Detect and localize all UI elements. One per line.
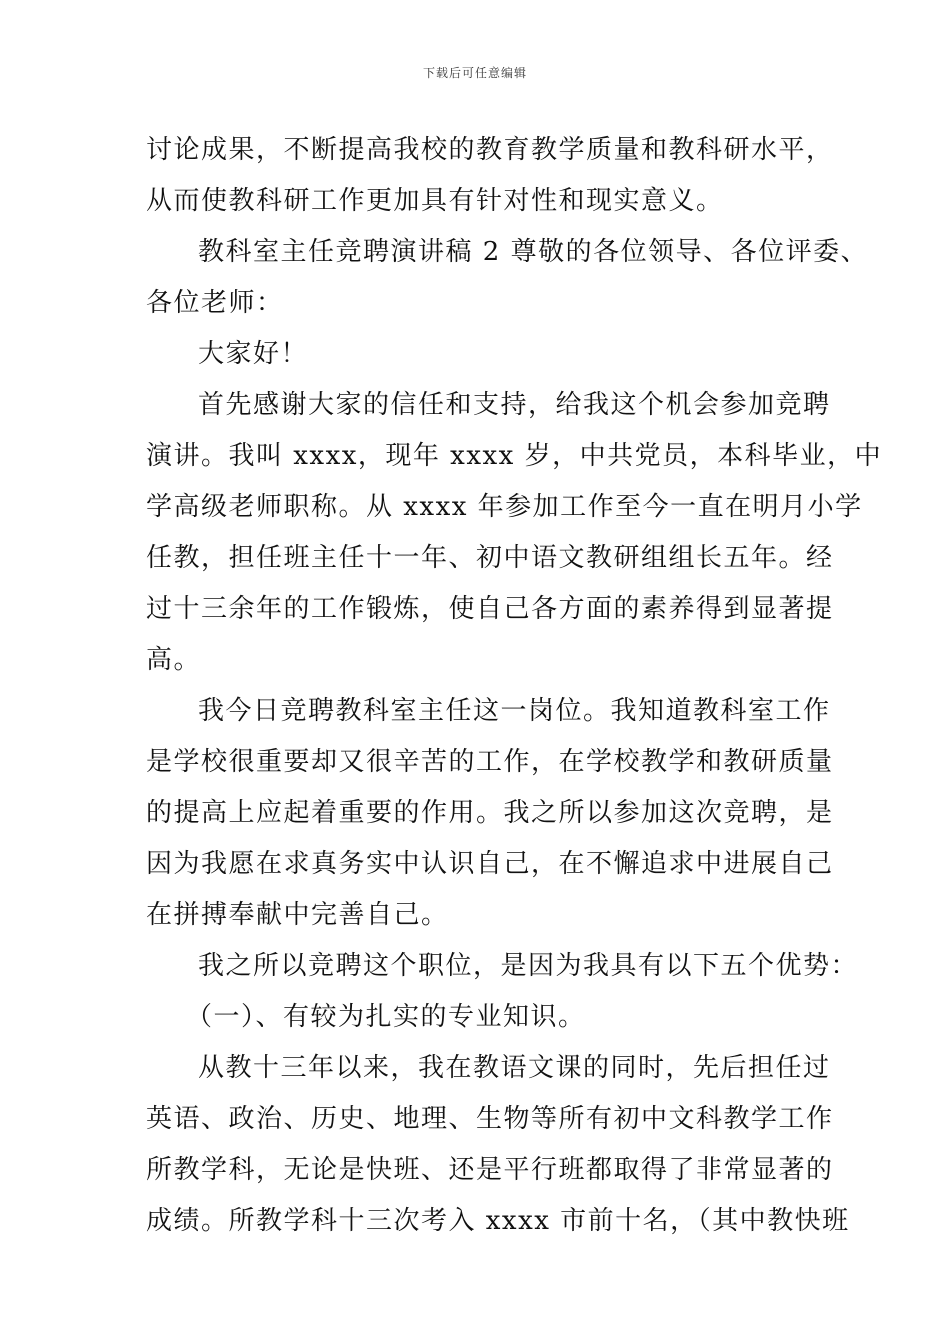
text-line: 所教学科，无论是快班、还是平行班都取得了非常显著的 [146, 1155, 834, 1185]
text-line: 我之所以竞聘这个职位，是因为我具有以下五个优势： [198, 951, 859, 981]
text-line: 各位老师： [146, 288, 284, 318]
text-line: （一）、有较为扎实的专业知识。 [186, 1002, 586, 1032]
text-line: 我今日竞聘教科室主任这一岗位。我知道教科室工作 [198, 696, 831, 726]
text-line: 从而使教科研工作更加具有针对性和现实意义。 [146, 186, 724, 216]
text-line: 从教十三年以来，我在教语文课的同时，先后担任过 [198, 1053, 831, 1083]
text-line: 的提高上应起着重要的作用。我之所以参加这次竞聘，是 [146, 798, 834, 828]
text-line: 讨论成果，不断提高我校的教育教学质量和教科研水平， [146, 135, 834, 165]
text-line: 教科室主任竞聘演讲稿 2 尊敬的各位领导、各位评委、 [198, 237, 869, 267]
page-header: 下载后可任意编辑 [422, 66, 527, 80]
text-line: 高。 [146, 645, 202, 675]
document-body [146, 125, 883, 1247]
text-line: 过十三余年的工作锻炼，使自己各方面的素养得到显著提 [146, 594, 834, 624]
text-line: 在拼搏奉献中完善自己。 [146, 900, 449, 930]
text-line: 任教，担任班主任十一年、初中语文教研组组长五年。经 [146, 543, 834, 573]
text-line: 是学校很重要却又很辛苦的工作，在学校教学和教研质量 [146, 747, 834, 777]
text-line: 学高级老师职称。从 xxxx 年参加工作至今一直在明月小学 [146, 492, 863, 522]
text-line: 英语、政治、历史、地理、生物等所有初中文科教学工作 [146, 1104, 834, 1134]
text-line: 因为我愿在求真务实中认识自己，在不懈追求中进展自己 [146, 849, 834, 879]
text-line: 成绩。所教学科十三次考入 xxxx 市前十名，（其中教快班 [146, 1206, 850, 1236]
text-line: 首先感谢大家的信任和支持，给我这个机会参加竞聘 [198, 390, 831, 420]
text-line: 演讲。我叫 xxxx，现年 xxxx 岁，中共党员，本科毕业，中 [146, 441, 883, 471]
text-line: 大家好！ [198, 339, 309, 369]
